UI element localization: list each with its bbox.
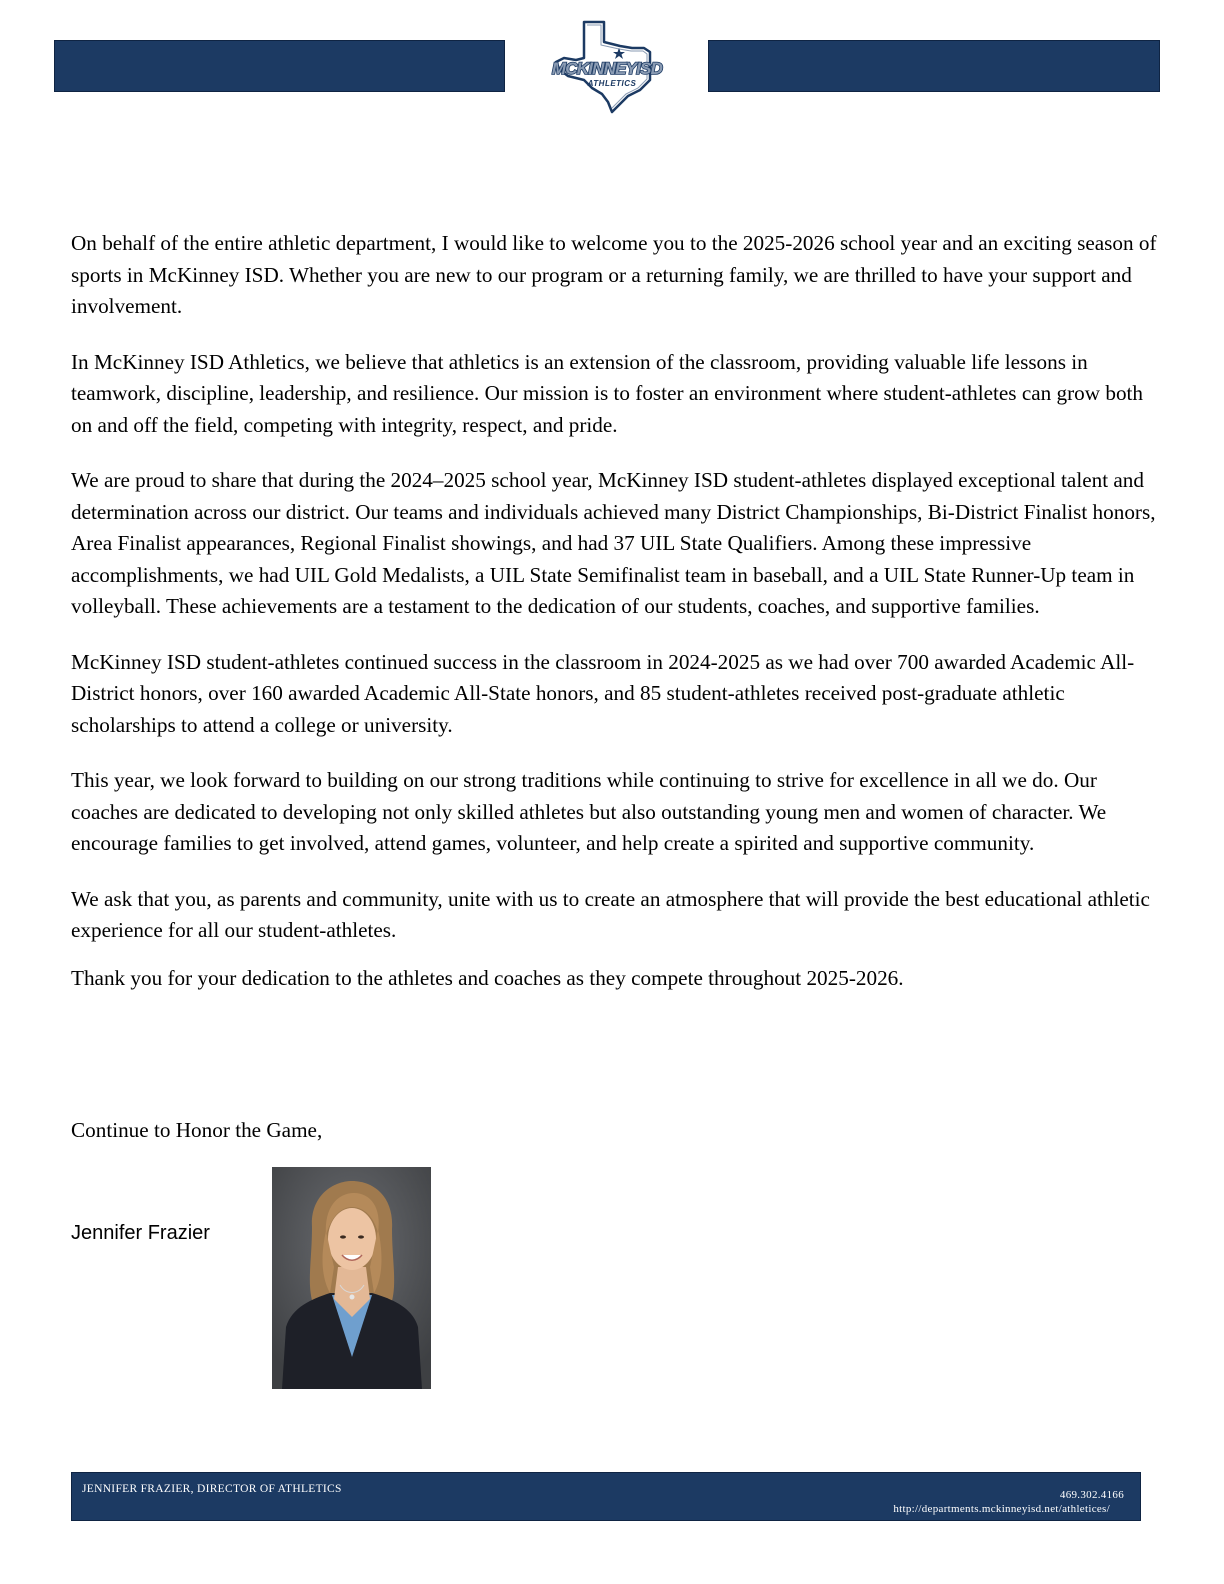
closing-line: Continue to Honor the Game, [71,1118,323,1142]
mckinney-isd-athletics-logo [532,18,682,114]
header-bar-right [708,40,1160,92]
footer-phone: 469.302.4166 [1059,1489,1124,1501]
footer-director-title: JENNIFER FRAZIER, DIRECTOR OF ATHLETICS [82,1483,342,1495]
paragraph-thanks: Thank you for your dedication to the athletes and coaches as they compete throughout 2025-2026. [71,965,904,990]
director-portrait-photo [272,1167,431,1389]
footer-url-link[interactable]: http://departments.mckinneyisd.net/athletices/ [893,1503,1110,1515]
paragraph-request: We ask that you, as parents and community, unite with us to create an atmosphere that will provide the best educational athletic experience for all our student-athletes. [71,886,1150,942]
header-bar-left [54,40,505,92]
paragraph-this-year: This year, we look forward to building on our strong traditions while continuing to strive for excellence in all we do. Our coaches are dedicated to developing not only skilled athletes but also outstanding young men and women of character. We encourage families to get involved, attend games, volunteer, and help create a spirited and supportive community. [71,768,1107,855]
paragraph-mission: In McKinney ISD Athletics, we believe that athletics is an extension of the classroom, providing valuable life lessons in teamwork, discipline, leadership, and resilience. Our mission is to foster an environment where student-athletes can grow both on and off the field, competing with integrity, respect, and pride. [71,349,1144,437]
paragraph-academics: McKinney ISD student-athletes continued success in the classroom in 2024-2025 as we had over 700 awarded Academic All-District honors, over 160 awarded Academic All-State honors, and 85 student-athletes received post-graduate athletic scholarships to attend a college or university. [71,649,1135,737]
letter-body [71,228,1161,1018]
paragraph-welcome: On behalf of the entire athletic department, I would like to welcome you to the 2025-2026 school year and an exciting season of sports in McKinney ISD. Whether you are new to our program or a returning family, we are thrilled to have your support and involvement. [71,231,1157,318]
logo-wordmark: MCKINNEYISD [551,59,663,78]
signer-name: Jennifer Frazier [71,1222,210,1244]
logo-subtext: ATHLETICS [587,79,637,88]
footer-bar [71,1472,1141,1521]
paragraph-achievements: We are proud to share that during the 2024–2025 school year, McKinney ISD student-athletes displayed exceptional talent and determination across our district. Our teams and individuals achieved many District Championships, Bi-District Finalist honors, Area Finalist appearances, Regional Finalist showings, and had 37 UIL State Qualifiers. Among these impressive accomplishments, we had UIL Gold Medalists, a UIL State Semifinalist team in baseball, and a UIL State Runner-Up team in volleyball. These achievements are a testament to the dedication of our students, coaches, and supportive families. [71,468,1156,618]
